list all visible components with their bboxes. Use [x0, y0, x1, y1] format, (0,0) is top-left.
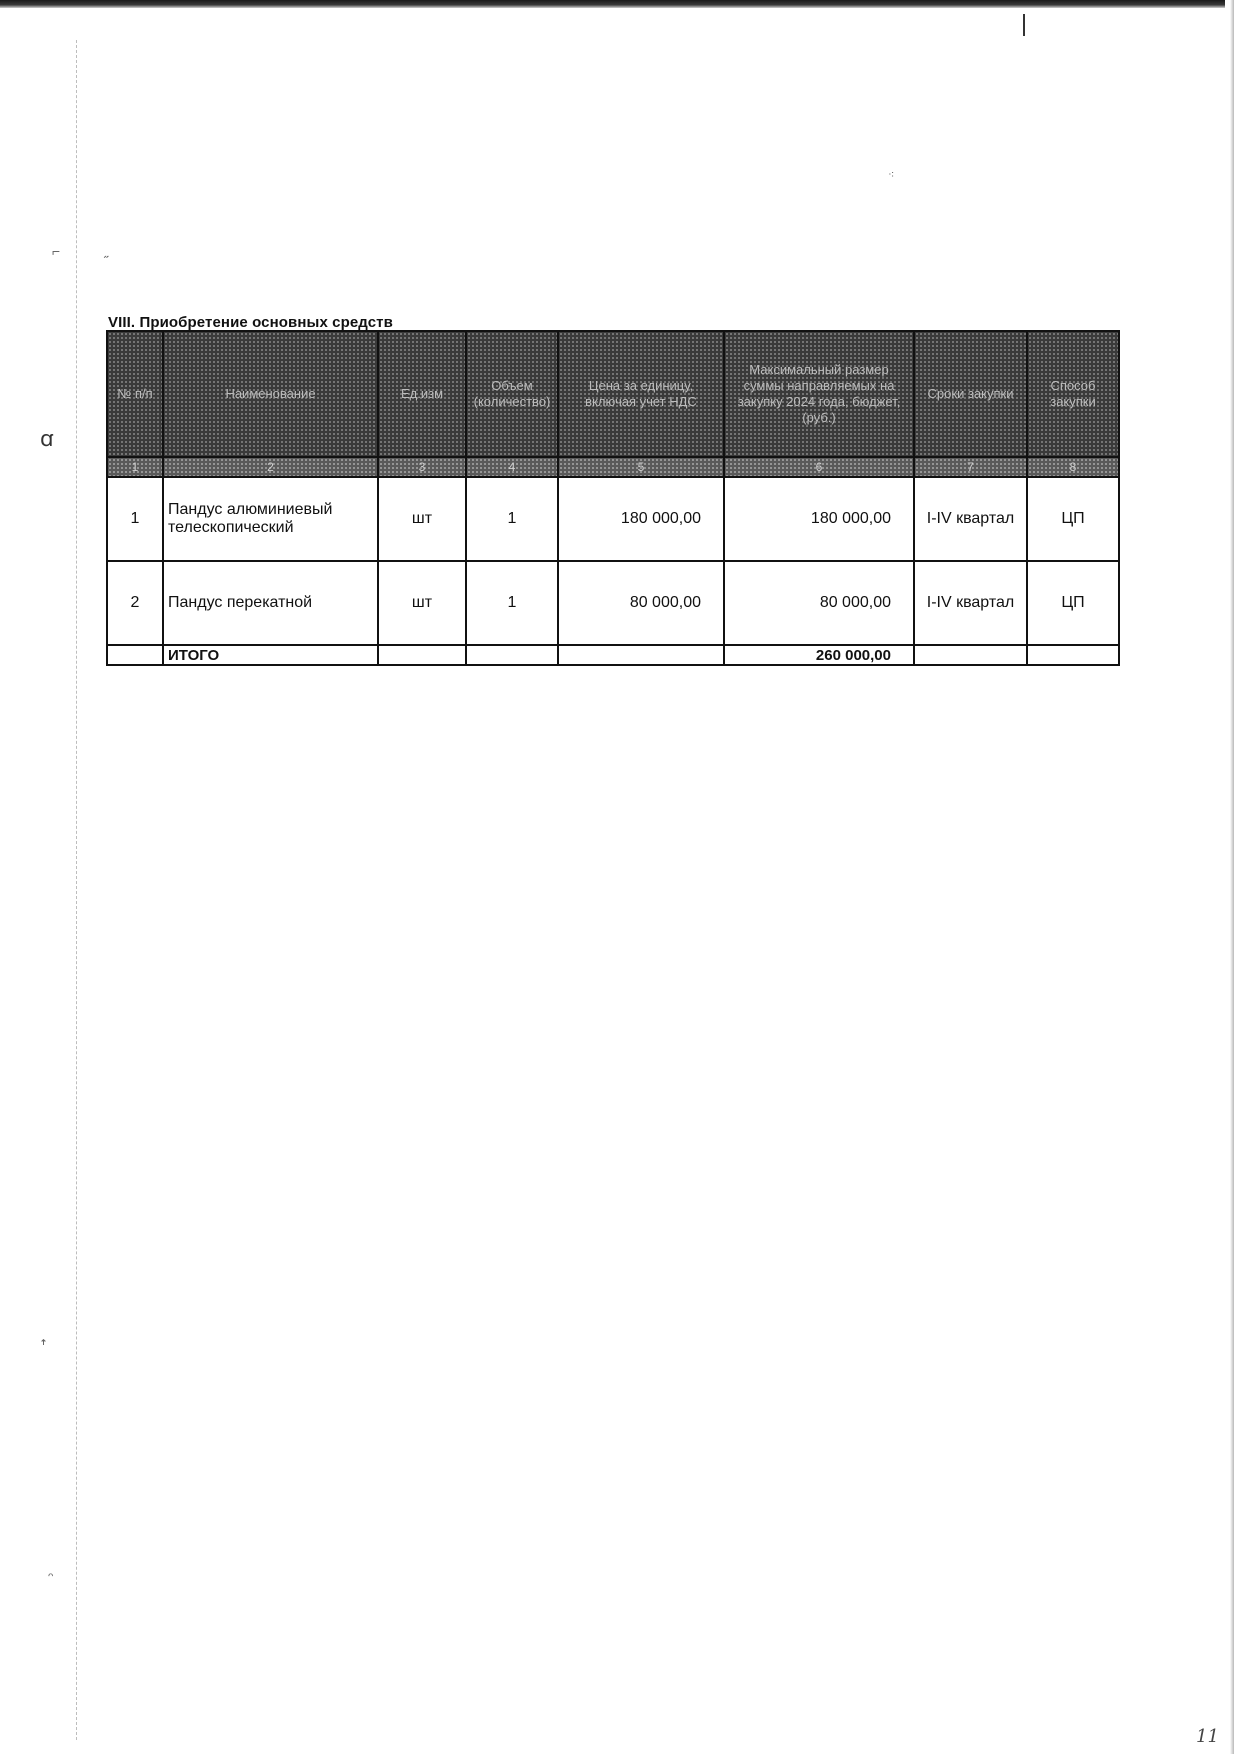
scan-mark [1023, 14, 1025, 36]
scan-right-edge [1230, 0, 1234, 1754]
item-total: 80 000,00 [724, 561, 914, 645]
item-quantity: 1 [466, 477, 558, 561]
column-number: 7 [914, 457, 1027, 477]
item-method: ЦП [1027, 561, 1119, 645]
scan-speck: ˶ [104, 247, 109, 263]
item-price: 80 000,00 [558, 561, 724, 645]
binding-margin-line [76, 40, 77, 1740]
column-header-period: Сроки закупки [914, 331, 1027, 457]
item-method: ЦП [1027, 477, 1119, 561]
column-number: 8 [1027, 457, 1119, 477]
item-unit: шт [378, 477, 466, 561]
column-header-method: Способ закупки [1027, 331, 1119, 457]
page-number: 11 [1196, 1726, 1219, 1747]
table-header-row [107, 331, 1119, 457]
item-period: I-IV квартал [914, 477, 1027, 561]
procurement-table [106, 330, 1120, 666]
total-cell-empty [1027, 645, 1119, 665]
item-name: Пандус алюминиевый телескопический [163, 477, 378, 561]
column-header-name: Наименование [163, 331, 378, 457]
row-number: 1 [107, 477, 163, 561]
column-header-quantity: Объем (количество) [466, 331, 558, 457]
column-header-unit: Ед.изм [378, 331, 466, 457]
item-price: 180 000,00 [558, 477, 724, 561]
scan-top-edge [0, 0, 1225, 8]
item-quantity: 1 [466, 561, 558, 645]
column-number: 3 [378, 457, 466, 477]
item-unit: шт [378, 561, 466, 645]
column-number: 4 [466, 457, 558, 477]
scan-speck: ⁖ [888, 169, 895, 181]
column-header-unit-price: Цена за единицу, включая учет НДС [558, 331, 724, 457]
total-cell-empty [558, 645, 724, 665]
total-amount: 260 000,00 [724, 645, 914, 665]
scan-speck: ⌐ [52, 243, 61, 259]
item-total: 180 000,00 [724, 477, 914, 561]
total-cell-empty [466, 645, 558, 665]
table-row [107, 561, 1119, 645]
total-cell-empty [378, 645, 466, 665]
row-number: 2 [107, 561, 163, 645]
section-title: VIII. Приобретение основных средств [108, 314, 393, 331]
column-header-number: № п/п [107, 331, 163, 457]
item-period: I-IV квартал [914, 561, 1027, 645]
scan-speck: ꭤ [40, 426, 54, 451]
item-name: Пандус перекатной [163, 561, 378, 645]
table-row [107, 477, 1119, 561]
column-number: 6 [724, 457, 914, 477]
column-number-row [107, 457, 1119, 477]
total-row [107, 645, 1119, 665]
column-number: 2 [163, 457, 378, 477]
column-number: 1 [107, 457, 163, 477]
column-header-max-amount: Максимальный размер суммы направляемых на закупку 2024 года, бюджет, (руб.) [724, 331, 914, 457]
column-number: 5 [558, 457, 724, 477]
total-cell-empty [914, 645, 1027, 665]
scan-speck: ᵔ [48, 1569, 54, 1585]
scan-speck: ꜛ [40, 1339, 47, 1355]
total-label: ИТОГО [163, 645, 378, 665]
total-cell-empty [107, 645, 163, 665]
